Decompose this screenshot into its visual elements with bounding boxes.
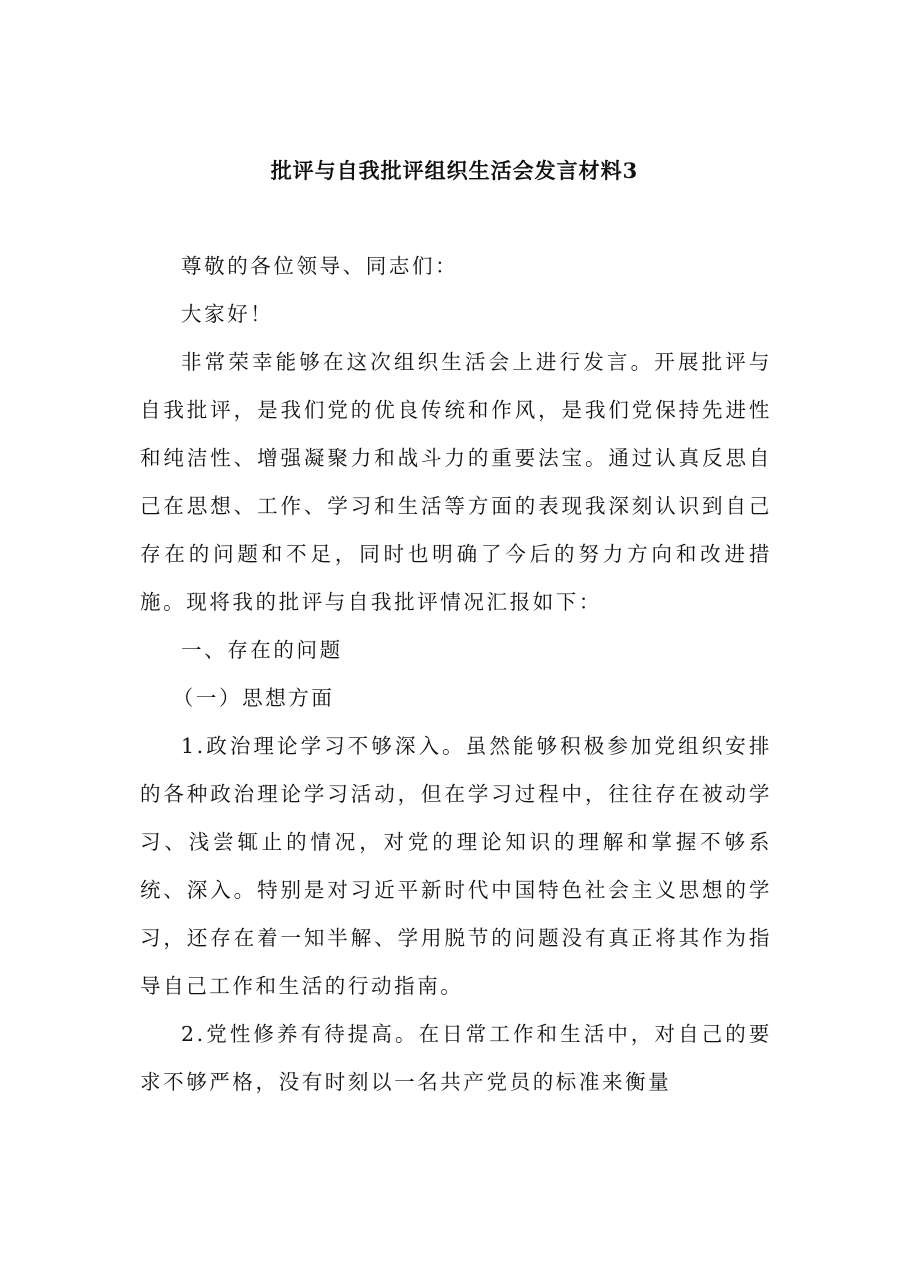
item-paragraph: 2.党性修养有待提高。在日常工作和生活中，对自己的要求不够严格，没有时刻以一名共产党员的标准来衡量 (140, 1022, 772, 1094)
document-title: 批评与自我批评组织生活会发言材料3 (270, 158, 639, 183)
intro-paragraph: 非常荣幸能够在这次组织生活会上进行发言。开展批评与自我批评，是我们党的优良传统和作风，是我们党保持先进性和纯洁性、增强凝聚力和战斗力的重要法宝。通过认真反思自己在思想、工作、学习和生活等方面的表现我深刻认识到自己存在的问题和不足，同时也明确了今后的努力方向和改进措施。现将我的批评与自我批评情况汇报如下： (140, 350, 772, 614)
subsection-heading: （一）思想方面 (172, 686, 335, 710)
item-paragraph: 1.政治理论学习不够深入。虽然能够积极参加党组织安排的各种政治理论学习活动，但在学习过程中，往往存在被动学习、浅尝辄止的情况，对党的理论知识的理解和掌握不够系统、深入。特别是对习近平新时代中国特色社会主义思想的学习，还存在着一知半解、学用脱节的问题没有真正将其作为指导自己工作和生活的行动指南。 (140, 734, 772, 998)
greeting: 大家好！ (181, 302, 274, 326)
salutation: 尊敬的各位领导、同志们： (181, 254, 459, 278)
document-body (140, 242, 772, 1106)
section-heading: 一、存在的问题 (181, 638, 343, 662)
